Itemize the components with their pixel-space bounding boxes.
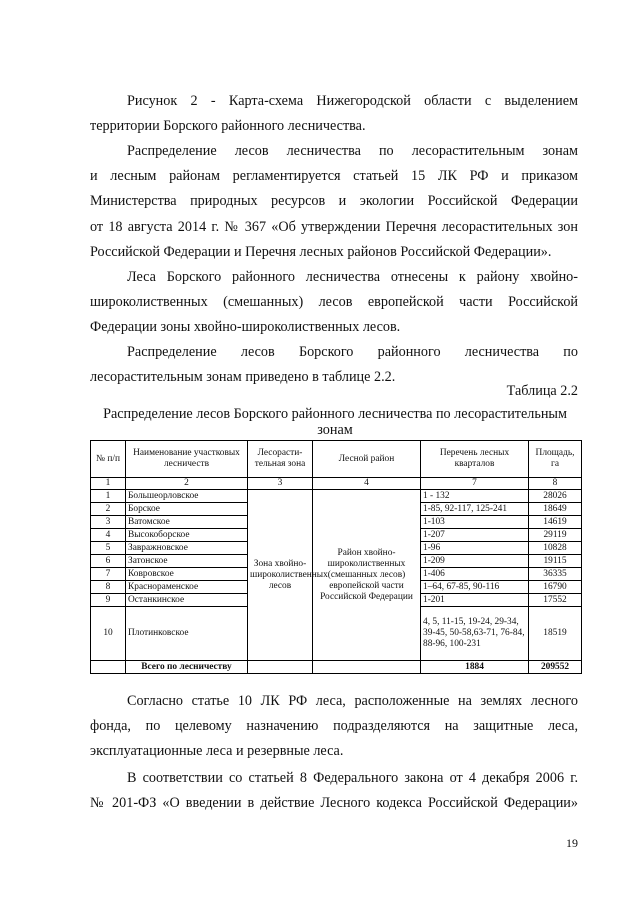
paragraph-table-intro <box>90 340 578 390</box>
table-total-row <box>91 661 582 674</box>
row-area: 18519 <box>529 607 582 661</box>
row-quarters: 1-406 <box>421 568 529 581</box>
row-number: 7 <box>91 568 126 581</box>
figure-caption <box>90 89 578 139</box>
header-quarters: Перечень лесных кварталов <box>421 441 529 478</box>
text-line: широколиственных (смешанных) лесов европейской части Российской <box>90 294 578 311</box>
row-name: Останкинское <box>126 594 248 607</box>
header-name: Наименование участковых лесничеств <box>126 441 248 478</box>
row-quarters: 1-85, 92-117, 125-241 <box>421 503 529 516</box>
page-number: 19 <box>566 836 578 850</box>
row-number: 1 <box>91 490 126 503</box>
row-quarters: 1-96 <box>421 542 529 555</box>
column-number: 4 <box>313 478 421 490</box>
row-quarters: 4, 5, 11-15, 19-24, 29-34, 39-45, 50-58,63-71, 76-84, 88-96, 100-231 <box>421 607 529 661</box>
row-number: 3 <box>91 516 126 529</box>
text-line: Леса Борского районного лесничества отнесены к району хвойно- <box>127 269 578 285</box>
text-line: Распределение лесов Борского районного лесничества по <box>127 344 578 360</box>
header-zone: Лесорасти-тельная зона <box>248 441 313 478</box>
column-number: 1 <box>91 478 126 490</box>
row-quarters: 1-209 <box>421 555 529 568</box>
row-number: 10 <box>91 607 126 661</box>
table-header-row <box>91 441 582 478</box>
text-line: В соответствии со статьей 8 Федерального закона от 4 декабря 2006 г. <box>127 770 578 786</box>
table-title <box>80 406 590 438</box>
zone-cell: Зона хвойно-широколиственных лесов <box>248 490 313 661</box>
row-name: Плотинковское <box>126 607 248 661</box>
table-label: Таблица 2.2 <box>506 383 578 399</box>
row-quarters: 1-207 <box>421 529 529 542</box>
row-area: 36335 <box>529 568 582 581</box>
text-line: эксплуатационные леса и резервные леса. <box>90 743 344 760</box>
row-name: Завражновское <box>126 542 248 555</box>
column-number-row <box>91 478 582 490</box>
row-name: Ковровское <box>126 568 248 581</box>
table-row <box>91 490 582 503</box>
text-line: Российской Федерации и Перечня лесных районов Российской Федерации». <box>90 243 552 260</box>
row-number: 9 <box>91 594 126 607</box>
text-line: Рисунок 2 - Карта-схема Нижегородской области с выделением <box>127 93 578 109</box>
header-district: Лесной район <box>313 441 421 478</box>
row-number: 2 <box>91 503 126 516</box>
row-quarters: 1-201 <box>421 594 529 607</box>
row-area: 17552 <box>529 594 582 607</box>
paragraph-federal-law <box>90 766 578 816</box>
column-number: 2 <box>126 478 248 490</box>
district-cell: Район хвойно-широколиственных (смешанных лесов) европейской части Российской Федерации <box>313 490 421 661</box>
row-name: Краснораменское <box>126 581 248 594</box>
table-title-line: зонам <box>317 422 353 438</box>
text-line: лесорастительным зонам приведено в таблице 2.2. <box>90 369 396 386</box>
total-area: 209552 <box>529 661 582 674</box>
text-line: фонда, по целевому назначению подразделяются на защитные леса, <box>90 718 578 735</box>
header-num: № п/п <box>91 441 126 478</box>
row-name: Затонское <box>126 555 248 568</box>
row-area: 29119 <box>529 529 582 542</box>
text-line: от 18 августа 2014 г. № 367 «Об утверждении Перечня лесорастительных зон <box>90 218 578 235</box>
row-area: 19115 <box>529 555 582 568</box>
row-quarters: 1-103 <box>421 516 529 529</box>
column-number: 8 <box>529 478 582 490</box>
column-number: 3 <box>248 478 313 490</box>
row-number: 4 <box>91 529 126 542</box>
text-line: территории Борского районного лесничества. <box>90 118 366 135</box>
table-title-line: Распределение лесов Борского районного лесничества по лесорастительным <box>103 406 567 422</box>
row-name: Борское <box>126 503 248 516</box>
text-line: Федерации зоны хвойно-широколиственных лесов. <box>90 319 401 336</box>
total-empty-cell <box>313 661 421 674</box>
total-quarters: 1884 <box>421 661 529 674</box>
row-number: 8 <box>91 581 126 594</box>
row-quarters: 1–64, 67-85, 90-116 <box>421 581 529 594</box>
total-empty-cell <box>91 661 126 674</box>
row-area: 10828 <box>529 542 582 555</box>
row-number: 5 <box>91 542 126 555</box>
row-area: 16790 <box>529 581 582 594</box>
row-name: Ватомское <box>126 516 248 529</box>
row-area: 14619 <box>529 516 582 529</box>
total-label: Всего по лесничеству <box>126 661 248 674</box>
text-line: Согласно статье 10 ЛК РФ леса, расположенные на землях лесного <box>127 693 578 709</box>
text-line: и лесным районам регламентируется статьей 15 ЛК РФ и приказом <box>90 168 578 185</box>
text-line: Министерства природных ресурсов и экологии Российской Федерации <box>90 193 578 210</box>
text-line: Распределение лесов лесничества по лесорастительным зонам <box>127 143 578 159</box>
paragraph-forest-purpose <box>90 689 578 765</box>
total-empty-cell <box>248 661 313 674</box>
row-area: 18649 <box>529 503 582 516</box>
forest-distribution-table <box>90 440 582 674</box>
row-name: Высокоборское <box>126 529 248 542</box>
paragraph-zones-regulation <box>90 139 578 265</box>
row-area: 28026 <box>529 490 582 503</box>
header-area: Площадь, га <box>529 441 582 478</box>
row-name: Большеорловское <box>126 490 248 503</box>
text-line: № 201-ФЗ «О введении в действие Лесного кодекса Российской Федерации» <box>90 795 578 812</box>
paragraph-forest-district <box>90 265 578 341</box>
row-quarters: 1 - 132 <box>421 490 529 503</box>
row-number: 6 <box>91 555 126 568</box>
column-number: 7 <box>421 478 529 490</box>
